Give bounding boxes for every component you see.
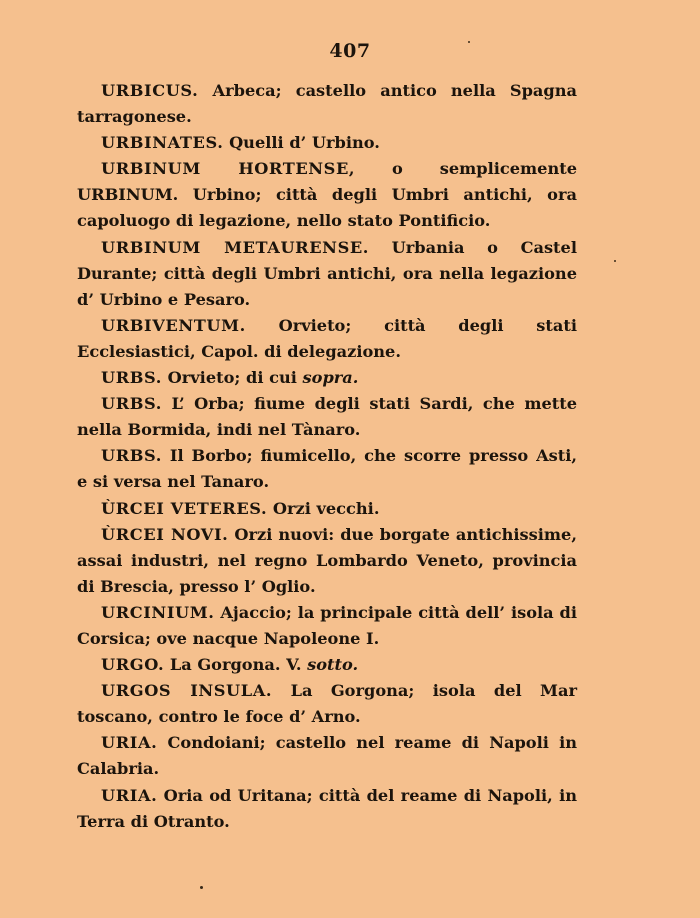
entry-text: Oria od Uritana; città del reame di Napoli, in Terra di Otranto. — [77, 785, 577, 831]
entry-text: La Gorgona. V. — [164, 655, 308, 675]
entry-text: Ajaccio; la principale città dell’ isola di Corsica; ove nacque Napoleone I. — [77, 602, 577, 648]
entry-headword: URBS. — [101, 394, 162, 414]
entry-headword: URBINUM HORTENSE, — [101, 159, 356, 179]
entry-text: Orvieto; città degli stati Ecclesiastici, Capol. di delegazione. — [77, 315, 577, 361]
entry-italic: sopra. — [302, 368, 359, 388]
ink-speck — [468, 41, 470, 43]
entry-headword: URBINATES. — [101, 133, 224, 153]
entry-text: Quelli d’ Urbino. — [223, 133, 380, 153]
entry-text: Condoiani; castello nel reame di Napoli in Calabria. — [77, 733, 577, 779]
entry-headword: URBS. — [101, 446, 162, 466]
dictionary-entry — [77, 783, 577, 835]
entry-text: Il Borbo; fiumicello, che scorre presso Asti, e si versa nel Tanaro. — [77, 446, 577, 492]
dictionary-entry — [77, 678, 577, 730]
entry-headword: URGOS INSULA. — [101, 681, 273, 701]
entry-headword: URIA. — [101, 785, 158, 805]
dictionary-entry — [77, 730, 577, 782]
dictionary-entry — [77, 130, 577, 156]
entry-headword: ÙRCEI VETERES. — [101, 498, 268, 518]
dictionary-entry — [77, 443, 577, 495]
entry-headword: URBINUM METAURENSE. — [101, 237, 370, 257]
page-number: 407 — [329, 40, 371, 62]
entry-italic: sotto. — [307, 655, 359, 675]
ink-speck — [200, 886, 203, 889]
entry-text: Orzi nuovi: due borgate antichissime, assai industri, nel regno Lombardo Veneto, provincia di Brescia, presso l’ Oglio. — [77, 524, 577, 596]
dictionary-entry — [77, 391, 577, 443]
entry-text: Orzi vecchi. — [267, 498, 380, 518]
dictionary-entry — [77, 313, 577, 365]
entry-headword: URBICUS. — [101, 81, 199, 100]
entry-text: o semplicemente URBINUM. Urbino; città degli Umbri antichi, ora capoluogo di legazione, nello stato Pontificio. — [77, 159, 577, 231]
dictionary-entry — [77, 78, 577, 130]
entry-headword: URBS. — [101, 368, 162, 388]
dictionary-entry — [77, 600, 577, 652]
dictionary-entry — [77, 652, 577, 678]
entry-text: Urbania o Castel Durante; città degli Umbri antichi, ora nella legazione d’ Urbino e Pesaro. — [77, 237, 577, 309]
entry-text: La Gorgona; isola del Mar toscano, contro le foce d’ Arno. — [77, 681, 577, 727]
dictionary-entry — [77, 156, 577, 234]
entry-text: Orvieto; di cui — [162, 368, 303, 388]
entry-headword: URCINIUM. — [101, 602, 215, 622]
entry-text: L’ Orba; fiume degli stati Sardi, che mette nella Bormida, indi nel Tànaro. — [77, 394, 577, 440]
entry-headword: URBIVENTUM. — [101, 315, 246, 335]
entry-headword: URIA. — [101, 733, 158, 753]
dictionary-entry — [77, 235, 577, 313]
dictionary-entry — [77, 522, 577, 600]
ink-speck — [614, 260, 616, 262]
dictionary-entry — [77, 365, 577, 391]
dictionary-entry — [77, 496, 577, 522]
dictionary-entries — [77, 78, 577, 835]
entry-headword: URGO. — [101, 655, 165, 675]
entry-text: Arbeca; castello antico nella Spagna tarragonese. — [77, 81, 577, 127]
entry-headword: ÙRCEI NOVI. — [101, 524, 229, 544]
